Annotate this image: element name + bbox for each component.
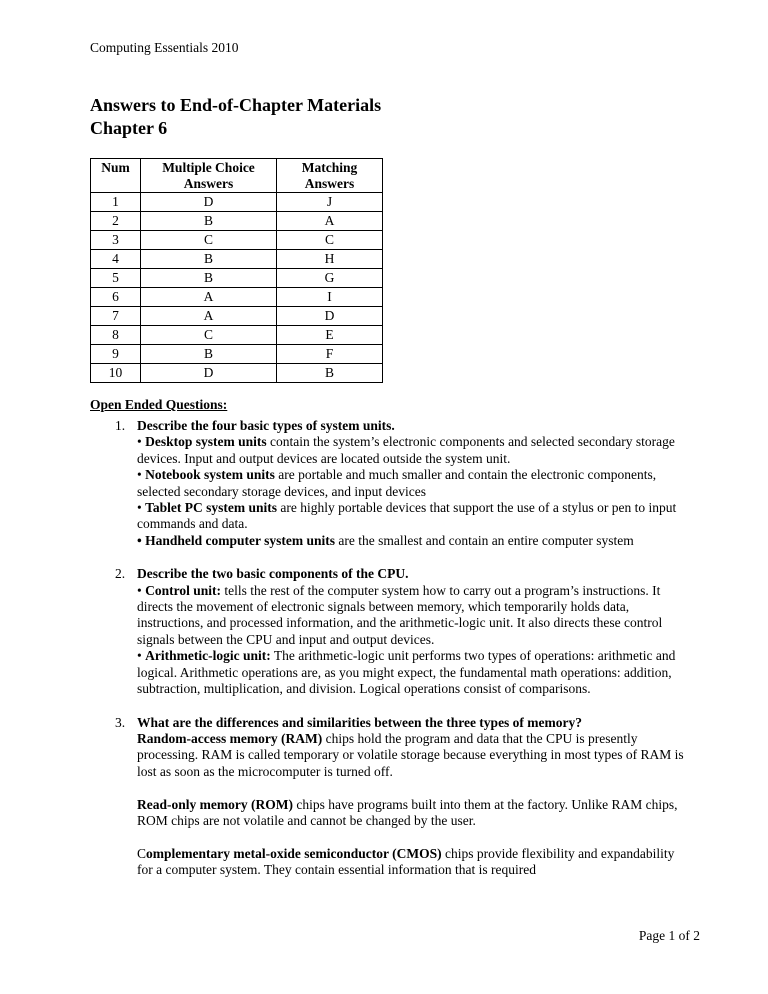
open-ended-list <box>90 418 690 879</box>
question-title: Describe the four basic types of system units. <box>137 418 395 433</box>
table-cell: 4 <box>91 250 141 269</box>
table-cell: I <box>277 288 383 307</box>
table-row <box>91 364 383 383</box>
question-body <box>137 566 690 697</box>
table-row <box>91 212 383 231</box>
table-row <box>91 269 383 288</box>
table-row <box>91 345 383 364</box>
question-paragraph: Read-only memory (ROM) chips have programs built into them at the factory. Unlike RAM chips, ROM chips are not volatile and cannot be changed by the user. <box>137 796 678 828</box>
table-cell: B <box>141 250 277 269</box>
table-cell: J <box>277 193 383 212</box>
open-ended-heading: Open Ended Questions: <box>90 397 228 412</box>
table-cell: 6 <box>91 288 141 307</box>
table-cell: 8 <box>91 326 141 345</box>
table-cell: 5 <box>91 269 141 288</box>
question-paragraph: • Desktop system units contain the system’s electronic components and selected secondary storage devices. Input and output devices are located outside the system unit. <box>137 434 675 466</box>
question-paragraph: Random-access memory (RAM) chips hold the program and data that the CPU is presently processing. RAM is called temporary or volatile storage because everything in most types of RAM is lost as soon as the microcomputer is turned off. <box>137 730 684 779</box>
table-cell: E <box>277 326 383 345</box>
table-cell: D <box>141 193 277 212</box>
question-paragraph: • Arithmetic-logic unit: The arithmetic-logic unit performs two types of operations: arithmetic and logical. Arithmetic operations are, as you might expect, the fundamental math operations: addition, subtraction, multiplication, and division. Logical operations consist of comparisons. <box>137 648 676 697</box>
question-number: 2. <box>115 566 126 582</box>
table-cell: A <box>141 307 277 326</box>
question-paragraph: Complementary metal-oxide semiconductor (CMOS) chips provide flexibility and expandability for a computer system. They contain essential information that is required <box>137 845 675 878</box>
table-cell: 2 <box>91 212 141 231</box>
document-title-line2: Chapter 6 <box>90 118 168 138</box>
table-row <box>91 288 383 307</box>
table-cell: H <box>277 250 383 269</box>
question-paragraph: • Notebook system units are portable and much smaller and contain the electronic components, selected secondary storage devices, and input devices <box>137 467 657 499</box>
table-cell: A <box>141 288 277 307</box>
table-cell: B <box>141 212 277 231</box>
table-cell: D <box>277 307 383 326</box>
column-header: Num <box>91 159 141 193</box>
table-row <box>91 250 383 269</box>
table-cell: 1 <box>91 193 141 212</box>
table-cell: B <box>277 364 383 383</box>
question-body <box>137 418 690 549</box>
question-paragraph: • Tablet PC system units are highly portable devices that support the use of a stylus or pen to input commands and data. <box>137 500 677 532</box>
question-item <box>115 566 690 697</box>
table-cell: B <box>141 345 277 364</box>
document-header: Computing Essentials 2010 <box>90 40 239 55</box>
table-row <box>91 307 383 326</box>
table-cell: 10 <box>91 364 141 383</box>
document-title <box>90 94 690 140</box>
question-number: 1. <box>115 418 126 433</box>
question-paragraph: • Control unit: tells the rest of the computer system how to carry out a program’s instructions. It directs the movement of electronic signals between memory, which temporarily holds data, instructions, and processed information, and the arithmetic-logic unit. It also directs these control signals between the CPU and input and output devices. <box>137 582 663 647</box>
table-cell: 9 <box>91 345 141 364</box>
table-cell: D <box>141 364 277 383</box>
question-item <box>115 418 690 549</box>
table-cell: C <box>141 326 277 345</box>
table-cell: C <box>141 231 277 250</box>
answers-table <box>90 158 383 383</box>
table-row <box>91 326 383 345</box>
table-row <box>91 193 383 212</box>
table-row <box>91 231 383 250</box>
question-title: Describe the two basic components of the CPU. <box>137 566 409 582</box>
answers-table-head-row <box>91 159 383 193</box>
question-title: What are the differences and similarities between the three types of memory? <box>137 714 583 730</box>
table-cell: G <box>277 269 383 288</box>
table-cell: B <box>141 269 277 288</box>
question-item <box>115 715 690 879</box>
question-number: 3. <box>115 714 126 730</box>
table-cell: 3 <box>91 231 141 250</box>
table-cell: A <box>277 212 383 231</box>
table-cell: 7 <box>91 307 141 326</box>
document-title-line1: Answers to End-of-Chapter Materials <box>90 95 382 115</box>
question-body <box>137 715 690 879</box>
column-header: Multiple Choice Answers <box>141 159 277 193</box>
question-paragraph: • Handheld computer system units are the smallest and contain an entire computer system <box>137 532 634 548</box>
answers-table-body <box>91 193 383 383</box>
table-cell: C <box>277 231 383 250</box>
table-cell: F <box>277 345 383 364</box>
column-header: Matching Answers <box>277 159 383 193</box>
answers-table-head <box>91 159 383 193</box>
page-number: Page 1 of 2 <box>638 928 700 943</box>
